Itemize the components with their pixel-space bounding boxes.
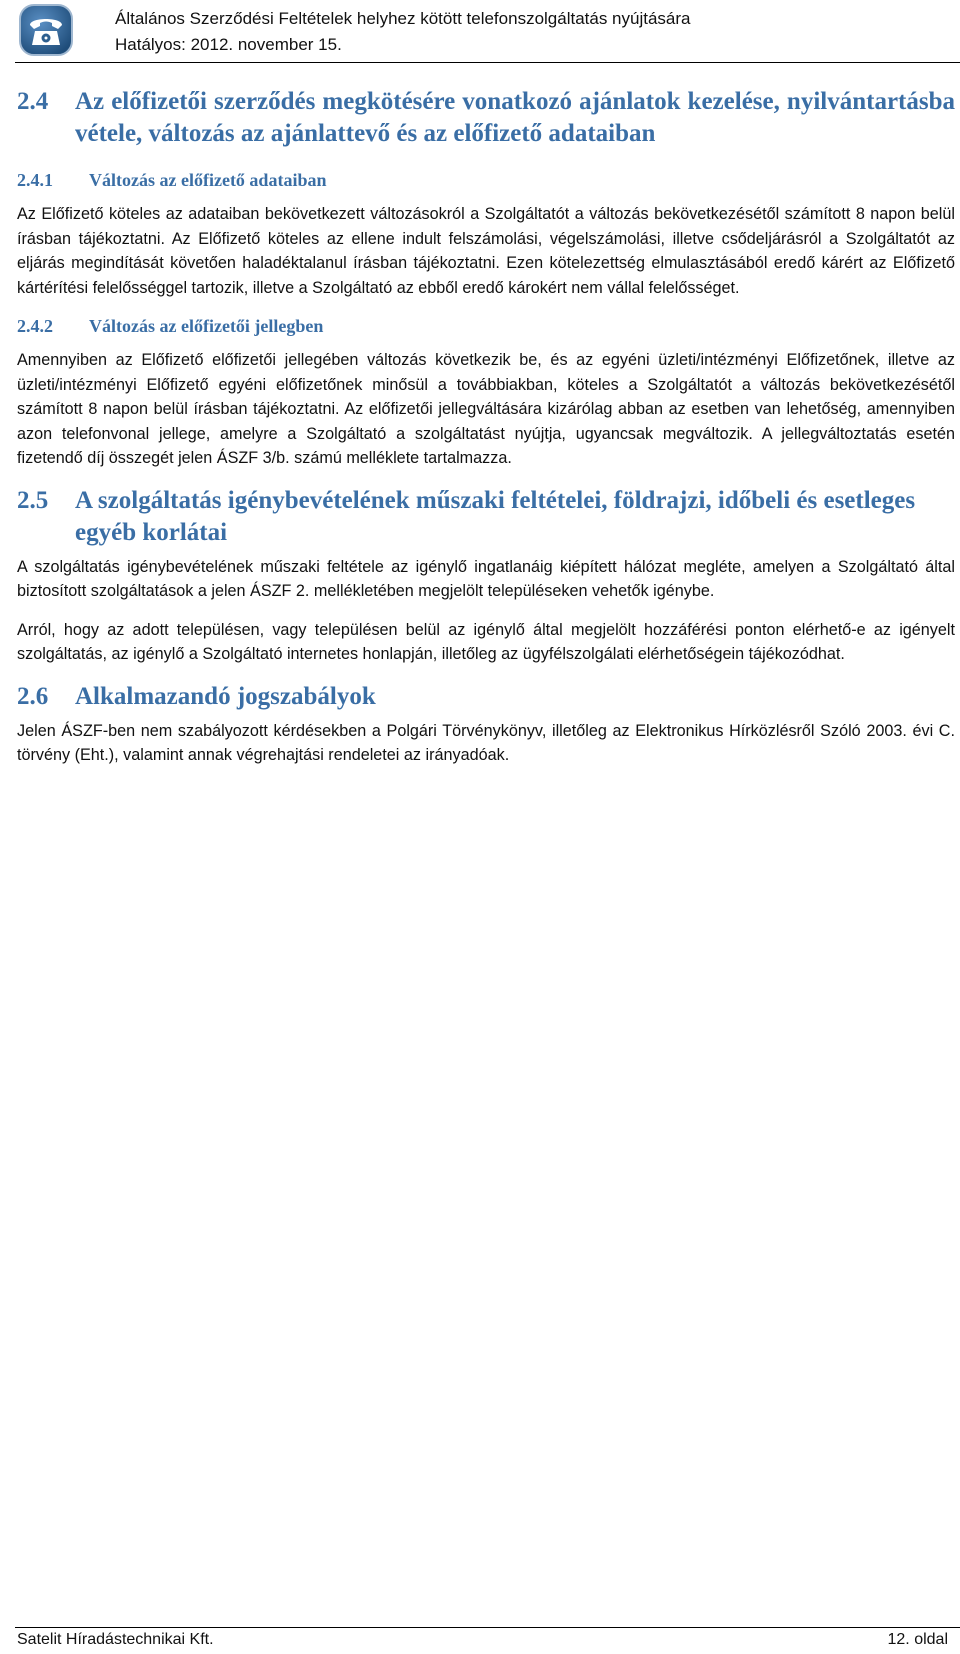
section-number: 2.4 [17,88,49,115]
section-number: 2.4.2 [17,316,53,336]
section-heading-2-4-1 [17,168,955,192]
effective-date: Hatályos: 2012. november 15. [115,35,342,54]
section-heading-2-4 [17,86,955,150]
section-heading-2-5 [17,485,955,549]
document-title: Általános Szerződési Feltételek helyhez kötött telefonszolgáltatás nyújtására [115,9,691,28]
section-title: Változás az előfizető adataiban [89,170,327,190]
section-heading-2-4-2 [17,314,955,338]
section-title: Az előfizetői szerződés megkötésére vonatkozó ajánlatok kezelése, nyilvántartásba vétele, változás az ajánlattevő és az előfizető adataiban [75,88,955,147]
section-title: Változás az előfizetői jellegben [89,316,324,336]
page-content [17,86,955,782]
paragraph: A szolgáltatás igénybevételének műszaki feltétele az igénylő ingatlanáig kiépített hálózat megléte, amelyen a Szolgáltató által biztosított szolgáltatások a jelen ÁSZF 2. mellékletében megjelölt településeken vehetők igénybe. [17,557,955,600]
header-text [115,6,691,58]
section-number: 2.6 [17,682,49,710]
paragraph: Arról, hogy az adott településen, vagy településen belül az igénylő által megjelölt hozzáférési ponton elérhető-e az igényelt szolgáltatás, az igénylő a Szolgáltató internetes honlapján, illetőleg az ügyfélszolgálati elérhetőségein tájékozódhat. [17,620,955,663]
footer-divider [15,1627,960,1628]
footer-company: Satelit Híradástechnikai Kft. [17,1631,214,1648]
section-title: A szolgáltatás igénybevételének műszaki feltételei, földrajzi, időbeli és esetleges egyéb korlátai [75,486,916,546]
section-title: Alkalmazandó jogszabályok [75,682,376,710]
telephone-logo-icon [18,3,74,57]
section-number: 2.5 [17,486,49,514]
section-heading-2-6 [17,681,955,713]
page-number: 12. oldal [887,1631,948,1648]
header-divider [15,62,960,63]
paragraph: Amennyiben az Előfizető előfizetői jellegében változás következik be, és az egyéni üzleti/intézményi Előfizetőnek, illetve az üzleti/intézményi Előfizető egyéni előfizetőnek minősül a továbbiakban, köteles a Szolgáltatót a változás bekövetkezésétől számított 8 napon belül írásban tájékoztatni. Az előfizetői jellegváltására kizárólag abban az esetben van lehetőség, amennyiben azon telefonvonal jellege, amelyre a Szolgáltató a szolgáltatást nyújtja, ugyancsak megváltozik. A jellegváltoztatás esetén fizetendő díj összegét jelen ÁSZF 3/b. számú melléklete tartalmazza. [17,351,955,467]
paragraph: Az Előfizető köteles az adataiban bekövetkezett változásokról a Szolgáltatót a változás bekövetkezésétől számított 8 napon belül írásban tájékoztatni. Az Előfizető köteles az ellene indult felszámolási, végelszámolási, illetve csődeljárásról a Szolgáltatót az eljárás megindítását követően haladéktalanul írásban tájékoztatni. Ezen kötelezettség elmulasztásából eredő kárért az Előfizető kártérítési felelősséggel tartozik, illetve a Szolgáltató az ebből eredő károkért nem vállal felelősséget. [17,205,955,297]
page-header [0,0,960,64]
section-number: 2.4.1 [17,170,53,190]
paragraph: Jelen ÁSZF-ben nem szabályozott kérdésekben a Polgári Törvénykönyv, illetőleg az Elektronikus Hírközlésről Szóló 2003. évi C. törvény (Eht.), valamint annak végrehajtási rendeletei az irányadóak. [17,721,955,764]
